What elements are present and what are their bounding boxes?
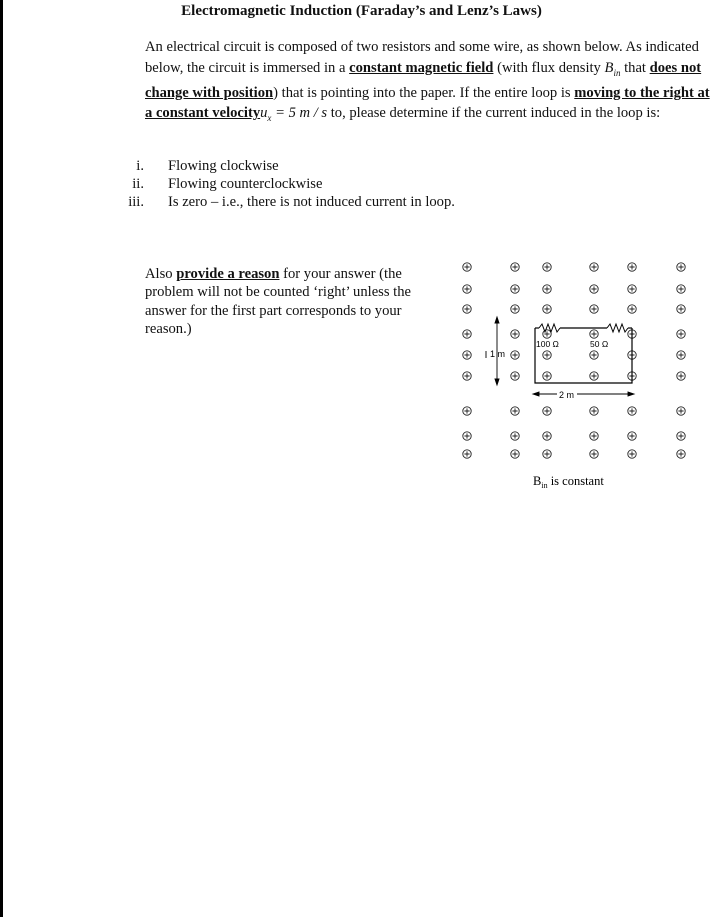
field-marker-cross <box>591 306 596 311</box>
field-marker-cross <box>464 352 469 357</box>
field-marker-cross <box>512 433 517 438</box>
choice-number: iii. <box>128 194 144 210</box>
field-marker-cross <box>591 373 596 378</box>
field-marker-cross <box>464 306 469 311</box>
field-marker-cross <box>629 451 634 456</box>
velocity-value: = 5 m / s <box>271 105 328 122</box>
field-marker-cross <box>678 286 683 291</box>
field-marker-cross <box>512 373 517 378</box>
reason-text-1: Also <box>145 266 177 282</box>
field-marker-cross <box>629 306 634 311</box>
field-marker-cross <box>629 264 634 269</box>
field-marker-cross <box>591 433 596 438</box>
caption-subscript: in <box>541 481 548 490</box>
field-marker-cross <box>678 433 683 438</box>
reason-instruction <box>145 265 445 338</box>
field-marker-cross <box>544 373 549 378</box>
reason-text-2: for your answer (the problem will not be counted ‘right’ unless the answer for the first part corresponds to your reason.) <box>145 266 412 337</box>
reason-bold: provide a reason <box>176 266 280 282</box>
field-marker-cross <box>512 286 517 291</box>
field-marker-cross <box>464 433 469 438</box>
field-marker-cross <box>591 408 596 413</box>
field-marker-cross <box>544 408 549 413</box>
field-marker-cross <box>591 352 596 357</box>
field-marker-cross <box>629 433 634 438</box>
field-marker-cross <box>678 306 683 311</box>
velocity-symbol: u <box>260 105 268 122</box>
width-label: 2 m <box>559 390 575 400</box>
page-left-border <box>0 0 3 917</box>
field-marker-cross <box>512 331 517 336</box>
circuit-figure <box>455 255 705 495</box>
field-marker-cross <box>629 408 634 413</box>
field-marker-cross <box>464 373 469 378</box>
intro-text-2: (with flux density <box>493 59 605 76</box>
field-marker-cross <box>464 331 469 336</box>
field-marker-cross <box>629 286 634 291</box>
velocity-subscript: x <box>267 113 272 124</box>
flux-symbol: B <box>604 59 614 76</box>
field-marker-cross <box>512 451 517 456</box>
intro-text-3: that <box>620 59 650 76</box>
field-marker-cross <box>591 451 596 456</box>
field-marker-cross <box>512 408 517 413</box>
field-marker-cross <box>678 451 683 456</box>
field-marker-cross <box>544 264 549 269</box>
field-marker-cross <box>544 451 549 456</box>
intro-bold-velocity: moving to the right at a constant velocity <box>145 84 710 122</box>
field-marker-cross <box>512 352 517 357</box>
resistor-50-label: 50 Ω <box>590 339 609 349</box>
circuit-loop <box>535 324 632 383</box>
field-marker-cross <box>544 286 549 291</box>
field-marker-cross <box>512 264 517 269</box>
field-marker-cross <box>591 331 596 336</box>
intro-text-1: An electrical circuit is composed of two resistors and some wire, as shown below. As indicated below, the circuit is immersed in a <box>145 39 699 76</box>
choice-text: Is zero – i.e., there is not induced current in loop. <box>168 194 455 210</box>
flux-subscript: in <box>613 67 621 78</box>
field-marker-cross <box>544 306 549 311</box>
intro-bold-position: does not change with position <box>145 59 702 101</box>
field-marker-cross <box>678 331 683 336</box>
page-title: Electromagnetic Induction (Faraday’s and Lenz’s Laws) <box>181 3 542 19</box>
choice-text: Flowing clockwise <box>168 158 279 174</box>
dimension-width <box>533 392 634 396</box>
magnetic-field-into-page-markers <box>463 263 685 458</box>
field-marker-cross <box>464 451 469 456</box>
field-caption <box>533 474 604 490</box>
field-marker-cross <box>591 264 596 269</box>
intro-text-5: to, please determine if the current induced in the loop is: <box>327 105 661 122</box>
field-marker-cross <box>464 408 469 413</box>
loop-wire <box>535 328 632 383</box>
height-label: 1 m <box>490 349 506 359</box>
intro-text-4: ) that is pointing into the paper. If the entire loop is <box>273 84 575 101</box>
field-marker-cross <box>591 286 596 291</box>
field-marker-cross <box>544 433 549 438</box>
field-marker-cross <box>678 373 683 378</box>
choice-number: i. <box>136 158 144 174</box>
field-marker-cross <box>544 352 549 357</box>
caption-symbol: B <box>533 474 542 488</box>
problem-statement <box>145 37 710 129</box>
field-marker-cross <box>678 408 683 413</box>
caption-text: is constant <box>547 474 604 488</box>
field-marker-cross <box>464 264 469 269</box>
field-marker-cross <box>678 352 683 357</box>
choice-number: ii. <box>132 176 144 192</box>
resistor-50-zigzag <box>607 324 628 332</box>
field-marker-cross <box>464 286 469 291</box>
intro-bold-constant-field: constant magnetic field <box>349 59 494 76</box>
choice-text: Flowing counterclockwise <box>168 176 323 192</box>
resistor-100-label: 100 Ω <box>536 339 559 349</box>
field-marker-cross <box>512 306 517 311</box>
field-marker-cross <box>678 264 683 269</box>
